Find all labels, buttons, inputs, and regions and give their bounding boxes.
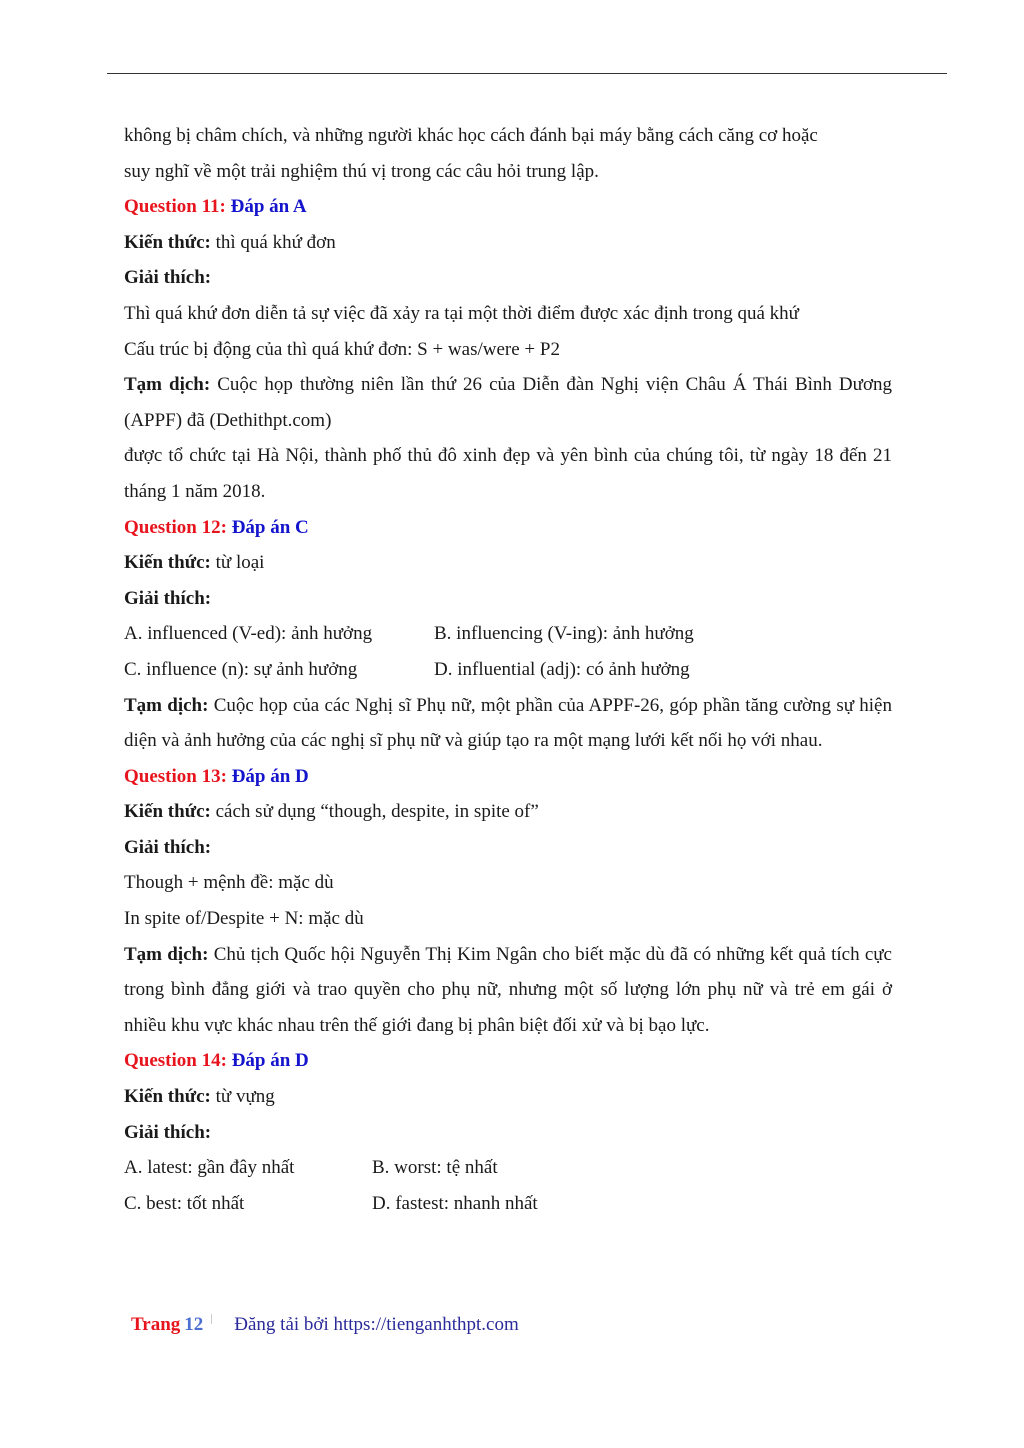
q11-explain-2: Cấu trúc bị động của thì quá khứ đơn: S + was/were + P2 bbox=[124, 338, 560, 360]
q12-td-text: Cuộc họp của các Nghị sĩ Phụ nữ, một phần của APPF-26, góp phần tăng cường sự hiện diện và ảnh hưởng của các nghị sĩ phụ nữ và giúp tạo ra một mạng lưới kết nối họ với nhau. bbox=[124, 694, 892, 752]
q11-translation bbox=[124, 367, 892, 438]
q11-td-label: Tạm dịch: bbox=[124, 374, 211, 396]
q14-answer: Đáp án D bbox=[231, 1050, 309, 1072]
q11-kt-value: thì quá khứ đơn bbox=[210, 231, 336, 253]
q11-translation-2: được tổ chức tại Hà Nội, thành phố thủ đô xinh đẹp và yên bình của chúng tôi, từ ngày 18 đến 21 tháng 1 năm 2018. bbox=[124, 445, 892, 502]
footer-divider bbox=[211, 1314, 212, 1324]
q13-td-text: Chủ tịch Quốc hội Nguyễn Thị Kim Ngân cho biết mặc dù đã có những kết quả tích cực trong bình đẳng giới và trao quyền cho phụ nữ, nhưng một số lượng lớn phụ nữ và trẻ em gái ở nhiều khu vực khác nhau trên thế giới đang bị phân biệt đối xử và bị bạo lực. bbox=[124, 943, 892, 1036]
q14-option-a: A. latest: gần đây nhất bbox=[124, 1157, 295, 1179]
intro-line-2: suy nghĩ về một trải nghiệm thú vị trong các câu hỏi trung lập. bbox=[124, 160, 599, 182]
q14-label: Question 14: bbox=[124, 1050, 227, 1072]
q14-option-d: D. fastest: nhanh nhất bbox=[372, 1192, 538, 1214]
header-rule bbox=[107, 73, 947, 74]
q11-kt-label: Kiến thức: bbox=[124, 231, 211, 253]
footer-uploaded-by-link[interactable]: Đăng tải bởi https://tienganhthpt.com bbox=[234, 1314, 519, 1335]
q12-heading bbox=[124, 510, 892, 546]
q14-option-c: C. best: tốt nhất bbox=[124, 1192, 245, 1214]
q11-explain-1: Thì quá khứ đơn diễn tả sự việc đã xảy ra tại một thời điểm được xác định trong quá khứ bbox=[124, 302, 799, 324]
footer-page-label: Trang bbox=[131, 1314, 181, 1335]
q12-answer: Đáp án C bbox=[231, 516, 309, 538]
q13-explain-1: Though + mệnh đề: mặc dù bbox=[124, 872, 334, 894]
q14-explain-label: Giải thích: bbox=[124, 1121, 212, 1143]
page-body bbox=[124, 118, 892, 1221]
q11-label: Question 11: bbox=[124, 196, 226, 218]
q12-options-row-2 bbox=[124, 652, 892, 688]
q12-option-b: B. influencing (V-ing): ảnh hưởng bbox=[434, 623, 694, 645]
q11-td-text: Cuộc họp thường niên lần thứ 26 của Diễn đàn Nghị viện Châu Á Thái Bình Dương (APPF) đã (Dethithpt.com) bbox=[124, 374, 892, 431]
q13-explain-label: Giải thích: bbox=[124, 836, 212, 858]
q14-options-row-2 bbox=[124, 1186, 892, 1222]
q13-answer: Đáp án D bbox=[231, 765, 309, 787]
q14-kt-value: từ vựng bbox=[210, 1086, 275, 1108]
q14-options-row-1 bbox=[124, 1150, 892, 1186]
q13-kt-label: Kiến thức: bbox=[124, 801, 211, 823]
q13-heading bbox=[124, 759, 892, 795]
q13-td-label: Tạm dịch: bbox=[124, 943, 209, 965]
q13-explain-2: In spite of/Despite + N: mặc dù bbox=[124, 908, 364, 930]
q13-kt-value: cách sử dụng “though, despite, in spite of” bbox=[210, 801, 539, 823]
q13-label: Question 13: bbox=[124, 765, 227, 787]
q12-option-d: D. influential (adj): có ảnh hưởng bbox=[434, 658, 690, 680]
q12-kt-label: Kiến thức: bbox=[124, 552, 211, 574]
q12-knowledge bbox=[124, 545, 892, 581]
footer-page-number: 12 bbox=[184, 1314, 204, 1335]
q14-heading bbox=[124, 1043, 892, 1079]
intro-line-1: không bị châm chích, và những người khác học cách đánh bại máy bằng cách căng cơ hoặc bbox=[124, 125, 818, 146]
q13-knowledge bbox=[124, 794, 892, 830]
q12-label: Question 12: bbox=[124, 516, 227, 538]
q13-translation bbox=[124, 937, 892, 1044]
q11-explain-label: Giải thích: bbox=[124, 267, 212, 289]
q11-heading bbox=[124, 189, 892, 225]
q14-knowledge bbox=[124, 1079, 892, 1115]
q11-knowledge bbox=[124, 225, 892, 261]
q12-options-row-1 bbox=[124, 616, 892, 652]
q12-option-a: A. influenced (V-ed): ảnh hưởng bbox=[124, 623, 373, 645]
q12-option-c: C. influence (n): sự ảnh hưởng bbox=[124, 658, 358, 680]
q12-kt-value: từ loại bbox=[210, 552, 265, 574]
q14-kt-label: Kiến thức: bbox=[124, 1086, 211, 1108]
q11-answer: Đáp án A bbox=[230, 196, 307, 218]
page-footer bbox=[131, 1314, 519, 1336]
q12-td-label: Tạm dịch: bbox=[124, 694, 209, 716]
q12-translation bbox=[124, 688, 892, 759]
q12-explain-label: Giải thích: bbox=[124, 587, 212, 609]
q14-option-b: B. worst: tệ nhất bbox=[372, 1157, 498, 1179]
